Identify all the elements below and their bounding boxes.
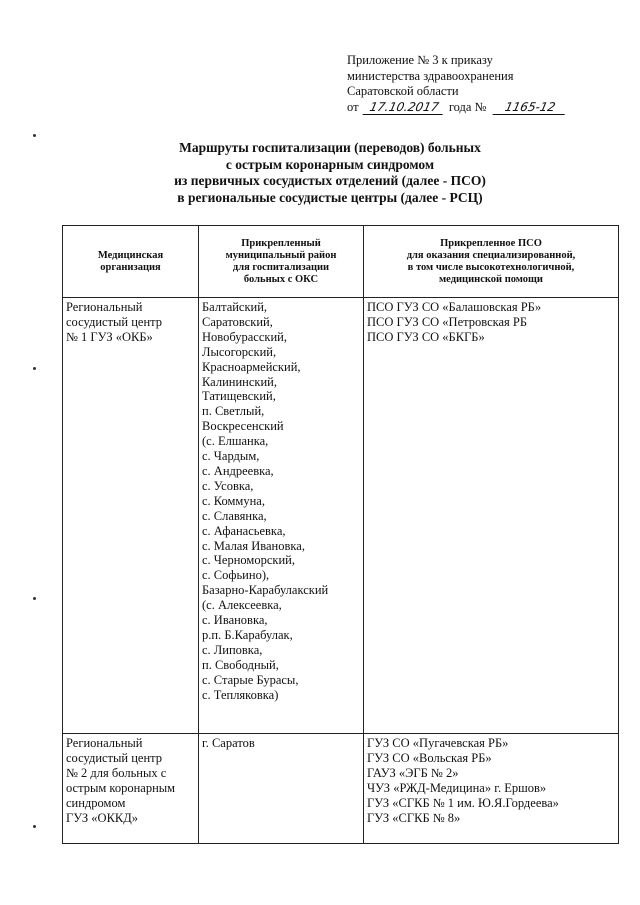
cell-line: Татищевский, xyxy=(202,389,276,404)
cell-line: ГУЗ «ОККД» xyxy=(66,810,139,825)
handwritten-number: 1165-12 xyxy=(492,101,567,115)
appendix-header xyxy=(347,53,617,115)
cell-line: Новобурасский, xyxy=(202,329,287,344)
cell-line: для госпитализации xyxy=(232,261,330,273)
cell-line: с. Андреевка, xyxy=(202,463,274,478)
header-attached-pso xyxy=(364,226,619,298)
from-label: от xyxy=(347,99,359,114)
cell-line: ГУЗ «СГКБ № 1 им. Ю.Я.Гордеева» xyxy=(367,795,559,810)
cell-line: для оказания специализированной, xyxy=(406,249,576,261)
title-line-4: в региональные сосудистые центры (далее - РСЦ) xyxy=(177,189,483,205)
year-number-label: года № xyxy=(448,99,487,114)
cell-line: Региональный xyxy=(66,736,143,750)
handwritten-date: 17.10.2017 xyxy=(362,101,445,115)
cell-line: (с. Алексеевка, xyxy=(202,598,282,613)
cell-line: Прикрепленный xyxy=(241,237,321,249)
cell-line: с. Тепляковка) xyxy=(202,687,279,702)
cell-line: № 2 для больных с xyxy=(66,765,167,780)
cell-line: с. Липовка, xyxy=(202,642,263,657)
table-header-row xyxy=(63,226,619,298)
table-row xyxy=(63,298,619,734)
cell-line: ПСО ГУЗ СО «Балашовская РБ» xyxy=(367,300,542,314)
header-medical-organization xyxy=(63,226,199,298)
cell-line: Саратовский, xyxy=(202,314,273,329)
appendix-line-3: Саратовской области xyxy=(347,84,459,98)
cell-line: п. Свободный, xyxy=(202,657,279,672)
cell-line: Воскресенский xyxy=(202,419,284,434)
appendix-line-2: министерства здравоохранения xyxy=(347,68,514,83)
document-title xyxy=(120,140,540,206)
cell-line: сосудистый центр xyxy=(66,314,163,329)
cell-line: с. Чардым, xyxy=(202,449,260,464)
scan-speck xyxy=(33,825,36,828)
cell-line: Калининский, xyxy=(202,374,277,389)
title-line-1: Маршруты госпитализации (переводов) больных xyxy=(179,140,481,155)
cell-line: в том числе высокотехнологичной, xyxy=(407,261,575,273)
cell-line: с. Коммуна, xyxy=(202,493,265,508)
cell-line: с. Старые Бурасы, xyxy=(202,672,299,687)
cell-line: ПСО ГУЗ СО «БКГБ» xyxy=(367,329,485,344)
scan-speck xyxy=(33,134,36,137)
cell-line: сосудистый центр xyxy=(66,750,163,765)
cell-line: Региональный xyxy=(66,300,143,314)
header-municipal-district xyxy=(199,226,364,298)
cell-line: с. Славянка, xyxy=(202,508,267,523)
cell-line: с. Малая Ивановка, xyxy=(202,538,305,553)
cell-line: острым коронарным xyxy=(66,780,176,795)
cell-line: больных с ОКС xyxy=(243,273,319,285)
cell-line: Лысогорский, xyxy=(202,344,277,359)
cell-line: Прикрепленное ПСО xyxy=(440,237,542,249)
cell-districts xyxy=(199,734,364,844)
cell-line: Красноармейский, xyxy=(202,359,301,374)
cell-line: медицинской помощи xyxy=(439,273,543,285)
cell-line: ЧУЗ «РЖД-Медицина» г. Ершов» xyxy=(367,780,547,795)
cell-line: организация xyxy=(100,261,161,273)
cell-line: синдромом xyxy=(66,795,126,810)
cell-line: р.п. Б.Карабулак, xyxy=(202,627,293,642)
routes-table xyxy=(62,225,619,844)
cell-pso xyxy=(364,734,619,844)
cell-line: Базарно-Карабулакский xyxy=(202,583,329,598)
cell-line: ГУЗ СО «Вольская РБ» xyxy=(367,750,492,765)
cell-line: № 1 ГУЗ «ОКБ» xyxy=(66,329,153,344)
cell-line: ПСО ГУЗ СО «Петровская РБ xyxy=(367,314,528,329)
title-line-3: из первичных сосудистых отделений (далее - ПСО) xyxy=(174,173,486,188)
scan-speck xyxy=(33,597,36,600)
cell-line: (с. Елшанка, xyxy=(202,434,269,449)
cell-line: ГУЗ СО «Пугачевская РБ» xyxy=(367,736,509,750)
cell-pso xyxy=(364,298,619,734)
cell-districts xyxy=(199,298,364,734)
cell-organization xyxy=(63,298,199,734)
title-line-2: с острым коронарным синдромом xyxy=(225,156,435,172)
table-row xyxy=(63,734,619,844)
cell-organization xyxy=(63,734,199,844)
appendix-line-1: Приложение № 3 к приказу xyxy=(347,53,493,67)
cell-line: г. Саратов xyxy=(202,736,255,750)
cell-line: с. Ивановка, xyxy=(202,613,268,628)
cell-line: с. Усовка, xyxy=(202,478,254,493)
cell-line: ГУЗ «СГКБ № 8» xyxy=(367,810,461,825)
scan-speck xyxy=(33,367,36,370)
cell-line: Балтайский, xyxy=(202,300,268,314)
cell-line: с. Черноморский, xyxy=(202,553,295,568)
cell-line: п. Светлый, xyxy=(202,404,265,419)
cell-line: Медицинская xyxy=(97,249,164,261)
cell-line: с. Софьино), xyxy=(202,568,270,583)
cell-line: муниципальный район xyxy=(225,249,337,261)
appendix-date-line xyxy=(347,100,617,116)
cell-line: ГАУЗ «ЭГБ № 2» xyxy=(367,765,459,780)
cell-line: с. Афанасьевка, xyxy=(202,523,286,538)
